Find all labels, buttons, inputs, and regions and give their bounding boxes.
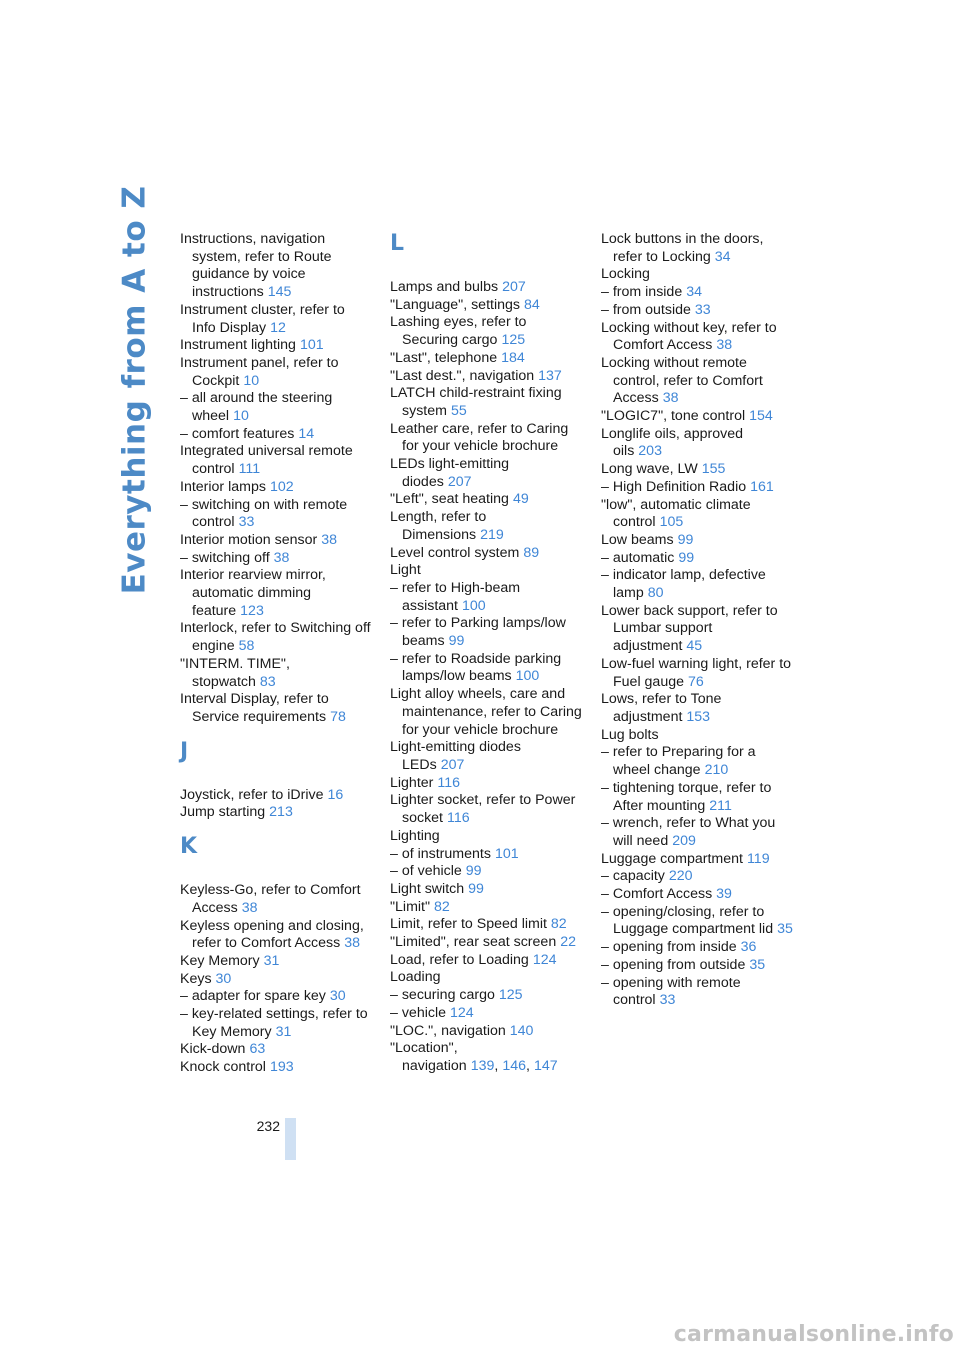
page-reference-link[interactable]: 161 (750, 478, 774, 495)
index-entry-text: – opening from outside (601, 956, 746, 973)
page-reference-link[interactable]: 119 (746, 850, 770, 867)
page-reference-link[interactable]: 76 (688, 673, 704, 690)
index-entry-text: – of instruments (390, 845, 491, 862)
index-entry (601, 868, 793, 886)
page-reference-link[interactable]: 84 (523, 296, 540, 313)
index-entry (601, 461, 793, 479)
index-entry (390, 562, 582, 580)
page-reference-link[interactable]: 124 (450, 1004, 474, 1021)
index-entry-text: Joystick, refer to iDrive (180, 786, 324, 803)
index-entry (601, 727, 793, 745)
page-reference-link[interactable]: 146 (502, 1057, 526, 1074)
index-entry (390, 1005, 582, 1023)
index-entry (180, 231, 372, 302)
page-reference-link[interactable]: 105 (659, 514, 684, 531)
index-entry-text: Light-emitting diodes LEDs (390, 739, 521, 773)
index-entry (390, 651, 582, 686)
index-entry-text: Leather care, refer to Caring for your vehicle brochure (390, 420, 569, 455)
index-letter-heading: K (180, 834, 198, 860)
section-title: Everything from A to Z (116, 185, 152, 595)
index-entry (390, 846, 582, 864)
page-reference-link[interactable]: 211 (709, 797, 732, 814)
index-entry-text: – capacity (601, 868, 665, 885)
index-entry-text: – comfort features (180, 425, 295, 442)
index-entry (180, 1006, 372, 1041)
index-entry (601, 957, 793, 975)
index-entry (601, 939, 793, 957)
index-entry (390, 916, 582, 934)
page-reference-link[interactable]: 30 (329, 988, 346, 1005)
index-entry-text: Lamps and bulbs (390, 279, 499, 295)
index-entry-text: "Limit" (390, 898, 431, 915)
page-reference-link[interactable]: 207 (447, 473, 472, 490)
watermark: carmanualsonline.info (673, 1322, 954, 1347)
index-entry-text: – from outside (601, 301, 691, 318)
page-reference-link[interactable]: 10 (233, 408, 249, 425)
page-reference-link[interactable]: 116 (447, 810, 470, 827)
index-entry (180, 355, 372, 390)
index-entry-text: "LOC.", navigation (390, 1022, 506, 1039)
page-reference-link[interactable]: 38 (344, 935, 361, 952)
index-entry-text: "LOGIC7", tone control (601, 408, 746, 425)
index-entry (180, 443, 372, 478)
index-entry-text: Instructions, navigation system, refer to Route guidance by voice instructions (180, 231, 332, 301)
page-reference-link[interactable]: 63 (249, 1041, 266, 1058)
index-entry-text: – opening from inside (601, 939, 737, 956)
index-entry-text: – High Definition Radio (601, 478, 747, 495)
index-column-1 (180, 231, 372, 1077)
index-entry-text: Locking (601, 266, 650, 283)
index-entry (390, 686, 582, 739)
page-reference-link[interactable]: 99 (448, 633, 465, 650)
index-entry-text: Interior rearview mirror, automatic dimming feature (180, 567, 326, 619)
index-entry-text: – opening with remote control (601, 974, 741, 1009)
index-entry (390, 987, 582, 1005)
page-reference-link[interactable]: 55 (450, 402, 467, 419)
index-entry (390, 297, 582, 315)
page-reference-link[interactable]: 184 (501, 349, 525, 366)
index-entry (180, 804, 372, 822)
page-reference-link[interactable]: 35 (777, 921, 793, 938)
index-entry-text: "INTERM. TIME", stopwatch (180, 655, 290, 690)
index-entry (390, 969, 582, 987)
page-reference-link[interactable]: 123 (240, 602, 264, 619)
index-entry (601, 231, 793, 266)
index-entry (601, 479, 793, 497)
page-reference-link[interactable]: 38 (273, 549, 290, 566)
index-entry-text: Lighter socket, refer to Power socket (390, 792, 576, 827)
page-reference-link[interactable]: 38 (716, 337, 733, 354)
index-entry (390, 368, 582, 386)
index-entry (180, 337, 372, 355)
page-reference-link[interactable]: 219 (480, 526, 504, 543)
page-reference-link[interactable]: 111 (238, 461, 261, 478)
page-reference-link[interactable]: 153 (686, 708, 711, 725)
index-entry (180, 479, 372, 497)
index-entry-text: Keys (180, 970, 212, 987)
page-reference-link[interactable]: 99 (677, 531, 694, 548)
index-entry-text: – vehicle (390, 1004, 446, 1021)
index-entry-text: – adapter for spare key (180, 988, 326, 1005)
index-entry-text: – all around the steering wheel (180, 390, 333, 425)
index-entry (180, 1059, 372, 1077)
index-entry (390, 881, 582, 899)
index-entry (390, 775, 582, 793)
page-reference-link[interactable]: 203 (638, 443, 662, 460)
page-number: 232 (256, 1118, 280, 1134)
page-reference-link[interactable]: 33 (238, 514, 255, 531)
page-number-bar (285, 1118, 296, 1160)
page-reference-link[interactable]: 116 (437, 774, 461, 791)
index-entry (390, 545, 582, 563)
index-entry (601, 532, 793, 550)
index-entry-text: – wrench, refer to What you will need (601, 815, 776, 849)
index-entry-text: – refer to Roadside parking lamps/low beams (390, 650, 562, 685)
index-entry-text: "Limited", rear seat screen (390, 934, 557, 951)
index-entry-text: Light alloy wheels, care and maintenance, refer to Caring for your vehicle brochure (390, 686, 582, 738)
page-reference-link[interactable]: 140 (509, 1022, 534, 1039)
page-reference-link[interactable]: 38 (321, 531, 337, 548)
index-entry-text: "Last", telephone (390, 349, 498, 366)
index-entry (601, 497, 793, 532)
index-entry-text: Low beams (601, 531, 674, 548)
page-reference-link[interactable]: 33 (659, 992, 676, 1009)
index-entry (601, 851, 793, 869)
page-reference-link[interactable]: 35 (749, 956, 766, 973)
page-reference-link[interactable]: 209 (672, 832, 696, 849)
page-reference-link[interactable]: 99 (468, 880, 484, 897)
index-entry (180, 971, 372, 989)
index-entry (180, 620, 372, 655)
index-entry-text: Interval Display, refer to Service requirements (180, 691, 329, 725)
page-reference-link[interactable]: 124 (532, 951, 557, 968)
index-entry (180, 787, 372, 805)
index-entry-text: – from inside (601, 284, 683, 301)
index-entry-text: Low-fuel warning light, refer to Fuel gauge (601, 655, 792, 690)
page-reference-link[interactable]: 34 (686, 284, 702, 301)
index-entry-text: Key Memory (180, 952, 260, 969)
index-entry-text: – opening/closing, refer to Luggage compartment lid (601, 903, 774, 938)
index-entry (390, 934, 582, 952)
page-reference-link[interactable]: 99 (678, 549, 695, 566)
index-entry (601, 266, 793, 284)
index-entry (180, 691, 372, 726)
index-entry (390, 279, 582, 297)
index-entry (601, 904, 793, 939)
index-letter-heading: J (180, 738, 189, 764)
index-entry-text: Instrument cluster, refer to Info Display (180, 301, 345, 336)
index-entry (601, 550, 793, 568)
index-entry (390, 1023, 582, 1041)
index-entry (180, 882, 372, 917)
index-entry (180, 567, 372, 620)
index-entry (601, 302, 793, 320)
index-entry (390, 739, 582, 774)
index-entry (601, 815, 793, 850)
index-entry-text: – tightening torque, refer to After mounting (601, 779, 772, 814)
index-letter-heading: L (390, 231, 405, 256)
index-entry-text: Luggage compartment (601, 850, 743, 867)
page-reference-link[interactable]: 45 (686, 638, 703, 655)
page-reference-link[interactable]: 12 (270, 319, 286, 336)
index-entry (390, 899, 582, 917)
index-column-3 (601, 231, 793, 1010)
page-reference-link[interactable]: 82 (550, 916, 567, 933)
index-entry (390, 792, 582, 827)
page-reference-link[interactable]: 100 (462, 597, 486, 614)
page-reference-link[interactable]: 137 (538, 367, 562, 384)
index-entry (601, 408, 793, 426)
index-entry-text: LEDs light-emitting diodes (390, 456, 510, 490)
index-entry (601, 691, 793, 726)
index-entry (390, 456, 582, 491)
index-entry (180, 988, 372, 1006)
index-entry-text: Lug bolts (601, 726, 659, 743)
index-entry (390, 385, 582, 420)
index-entry (180, 1041, 372, 1059)
index-entry-text: Instrument lighting (180, 337, 296, 354)
index-entry-text: Jump starting (180, 804, 266, 821)
page-reference-link[interactable]: 80 (647, 585, 664, 602)
page-reference-link[interactable]: 78 (330, 708, 346, 725)
index-entry-text: Lighting (390, 827, 440, 844)
index-entry-text: – Comfort Access (601, 886, 713, 903)
page-reference-link[interactable]: 83 (259, 673, 276, 690)
index-entry (180, 953, 372, 971)
index-entry-text: Locking without key, refer to Comfort Access (601, 319, 777, 354)
index-entry-text: Lows, refer to Tone adjustment (601, 691, 722, 725)
page-reference-link[interactable]: 36 (740, 939, 757, 956)
index-entry-text: Long wave, LW (601, 461, 698, 478)
index-entry-text: – key-related settings, refer to Key Memory (180, 1006, 368, 1040)
index-entry (390, 580, 582, 615)
index-entry-text: Light switch (390, 880, 465, 897)
index-entry (601, 744, 793, 779)
index-entry-text: – switching on with remote control (180, 496, 348, 531)
index-entry-text: "low", automatic climate control (601, 496, 751, 531)
index-entry-text: Keyless-Go, refer to Comfort Access (180, 882, 361, 916)
index-entry-text: Limit, refer to Speed limit (390, 916, 547, 933)
index-entry-text: Keyless opening and closing, refer to Comfort Access (180, 917, 364, 952)
index-entry-text: "Location", navigation (390, 1040, 467, 1074)
index-entry (601, 656, 793, 691)
page-reference-link[interactable]: 58 (238, 638, 255, 655)
index-entry (390, 509, 582, 544)
index-entry-text: Loading (390, 969, 441, 986)
index-entry (180, 426, 372, 444)
page-reference-link[interactable]: 49 (512, 491, 529, 508)
page-reference-link[interactable]: 82 (434, 898, 450, 915)
index-entry-text: – switching off (180, 549, 270, 566)
index-entry (390, 952, 582, 970)
index-entry-text: Locking without remote control, refer to Comfort Access (601, 354, 763, 407)
page-reference-link[interactable]: 38 (662, 390, 679, 407)
page-reference-link[interactable]: 33 (694, 301, 711, 318)
page-reference-link[interactable]: 220 (668, 868, 693, 885)
page-reference-link[interactable]: 38 (241, 899, 258, 916)
page-reference-link[interactable]: 125 (501, 332, 526, 349)
page-reference-link[interactable]: 102 (269, 478, 294, 495)
index-entry (601, 603, 793, 656)
page-reference-link[interactable]: 210 (704, 762, 729, 779)
page-reference-link[interactable]: 125 (498, 987, 523, 1004)
index-entry (601, 886, 793, 904)
index-entry (601, 320, 793, 355)
index-entry-text: – of vehicle (390, 863, 462, 880)
page-reference-link[interactable]: 145 (267, 284, 292, 301)
index-entry-text: – refer to High-beam assistant (390, 579, 521, 614)
page-reference-link[interactable]: 31 (263, 952, 280, 969)
index-entry (601, 567, 793, 602)
index-entry-text: Lashing eyes, refer to Securing cargo (390, 314, 527, 349)
index-entry (390, 491, 582, 509)
index-entry-text: – refer to Preparing for a wheel change (601, 744, 756, 779)
page-reference-link[interactable]: 39 (716, 886, 732, 903)
index-entry-text: Length, refer to Dimensions (390, 509, 487, 543)
page-reference-link[interactable]: 34 (714, 248, 731, 265)
index-entry (601, 780, 793, 815)
index-entry-text: – indicator lamp, defective lamp (601, 567, 766, 602)
index-entry (180, 550, 372, 568)
index-entry-text: – securing cargo (390, 987, 495, 1004)
page-reference-link[interactable]: 101 (299, 337, 324, 354)
page-reference-link[interactable]: 100 (515, 668, 540, 685)
index-entry-text: Longlife oils, approved oils (601, 425, 743, 460)
page-reference-link[interactable]: 155 (701, 461, 726, 478)
index-entry-text: "Last dest.", navigation (390, 367, 535, 384)
index-entry-text: Light (390, 562, 421, 579)
page-reference-link[interactable]: 101 (494, 845, 519, 862)
page-reference-link[interactable]: 213 (269, 804, 293, 821)
page-reference-link[interactable]: 89 (523, 544, 540, 561)
page-reference-link[interactable]: 22 (560, 934, 576, 951)
index-entry (180, 390, 372, 425)
page-reference-link[interactable]: 99 (465, 863, 482, 880)
index-entry-text: Interior lamps (180, 478, 266, 495)
page-reference-link[interactable]: 193 (269, 1059, 294, 1076)
index-entry (601, 975, 793, 1010)
page-reference-link[interactable]: 207 (502, 279, 526, 295)
index-column-2 (390, 231, 582, 1076)
index-entry: "Location", navigation 139, 146, 147 (390, 1040, 558, 1074)
index-entry-text: Lower back support, refer to Lumbar support adjustment (601, 602, 778, 655)
index-entry-text: Lock buttons in the doors, refer to Locking (601, 231, 764, 265)
index-entry (390, 863, 582, 881)
page-reference-link[interactable]: 139 (470, 1057, 495, 1074)
index-entry-text: – automatic (601, 549, 675, 566)
index-entry-text: Interlock, refer to Switching off engine (180, 620, 371, 655)
index-entry (601, 355, 793, 408)
page-reference-link[interactable]: 14 (298, 425, 315, 442)
index-entry-text: Instrument panel, refer to Cockpit (180, 354, 339, 389)
index-entry (180, 532, 372, 550)
page-reference-link[interactable]: 147 (533, 1057, 558, 1074)
index-entry-text: LATCH child-restraint fixing system (390, 385, 562, 419)
page-reference-link[interactable]: 31 (275, 1023, 292, 1040)
index-entry (390, 314, 582, 349)
index-entry-text: Integrated universal remote control (180, 443, 353, 478)
page-reference-link[interactable]: 154 (749, 408, 773, 425)
index-entry (390, 615, 582, 650)
index-entry-text: Kick-down (180, 1041, 246, 1058)
index-entry (180, 656, 372, 691)
index-entry-text: Lighter (390, 774, 434, 791)
index-entry (601, 284, 793, 302)
page-reference-link[interactable]: 10 (243, 372, 260, 389)
index-entry-text: "Language", settings (390, 296, 520, 313)
page-reference-link[interactable]: 207 (440, 756, 465, 773)
index-entry-text: Level control system (390, 544, 520, 561)
index-entry (180, 302, 372, 337)
index-entry-text: Knock control (180, 1059, 266, 1076)
index-entry-text: "Left", seat heating (390, 491, 509, 508)
index-entry (601, 426, 793, 461)
index-entry-text: Load, refer to Loading (390, 951, 529, 968)
index-entry-text: Interior motion sensor (180, 531, 318, 548)
index-entry (390, 350, 582, 368)
index-entry-text: – refer to Parking lamps/low beams (390, 615, 566, 650)
index-entry (390, 421, 582, 456)
index-entry (180, 497, 372, 532)
page-reference-link[interactable]: 16 (327, 786, 344, 803)
page-reference-link[interactable]: 30 (215, 970, 232, 987)
section-title-vertical (106, 185, 162, 595)
index-entry (390, 828, 582, 846)
index-entry (180, 918, 372, 953)
